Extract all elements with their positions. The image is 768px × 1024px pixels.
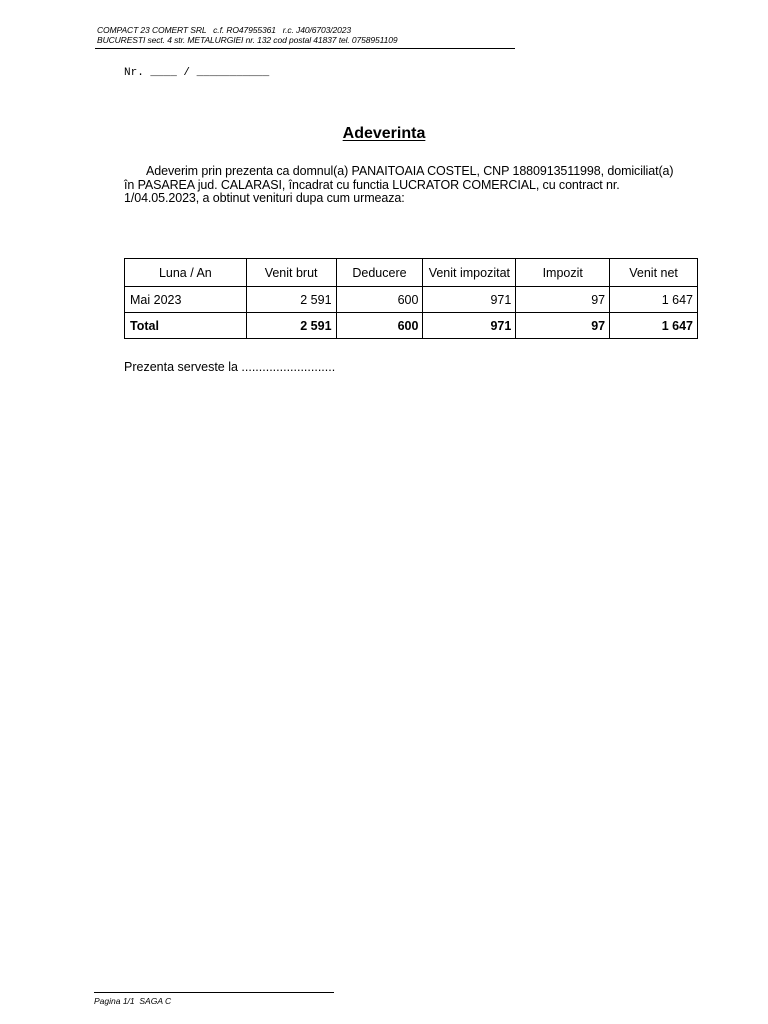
total-gross: 2 591 bbox=[246, 313, 336, 339]
income-table bbox=[124, 258, 698, 339]
header-net: Venit net bbox=[610, 259, 698, 287]
total-net: 1 647 bbox=[610, 313, 698, 339]
registration-number: Nr. ____ / ___________ bbox=[124, 67, 270, 79]
table-row bbox=[125, 287, 698, 313]
cell-deduction: 600 bbox=[336, 287, 423, 313]
header-divider bbox=[95, 48, 515, 49]
total-taxable: 971 bbox=[423, 313, 516, 339]
table-total-row bbox=[125, 313, 698, 339]
total-label: Total bbox=[125, 313, 247, 339]
certificate-body bbox=[124, 165, 684, 206]
cell-taxable: 971 bbox=[423, 287, 516, 313]
header-gross: Venit brut bbox=[246, 259, 336, 287]
page-footer: Pagina 1/1 SAGA C bbox=[94, 996, 172, 1006]
purpose-line: Prezenta serveste la ........................... bbox=[124, 360, 336, 374]
cell-month: Mai 2023 bbox=[125, 287, 247, 313]
header-deduction: Deducere bbox=[336, 259, 423, 287]
company-address-line: BUCURESTI sect. 4 str. METALURGIEI nr. 132 cod postal 41837 tel. 0758951109 bbox=[97, 35, 398, 45]
company-name-line: COMPACT 23 COMERT SRL c.f. RO47955361 r.c. J40/6703/2023 bbox=[97, 25, 351, 35]
header-month: Luna / An bbox=[125, 259, 247, 287]
header-tax: Impozit bbox=[516, 259, 610, 287]
total-deduction: 600 bbox=[336, 313, 423, 339]
cell-gross: 2 591 bbox=[246, 287, 336, 313]
footer-divider bbox=[94, 992, 334, 993]
total-tax: 97 bbox=[516, 313, 610, 339]
header-taxable: Venit impozitat bbox=[423, 259, 516, 287]
document-title: Adeverinta bbox=[342, 125, 426, 142]
certificate-paragraph: Adeverim prin prezenta ca domnul(a) PANAITOAIA COSTEL, CNP 1880913511998, domiciliat(a) în PASAREA jud. CALARASI, încadrat cu functia LUCRATOR COMERCIAL, cu contract nr. 1/04.05.2023, a obtinut venituri dupa cum urmeaza: bbox=[124, 164, 674, 205]
cell-net: 1 647 bbox=[610, 287, 698, 313]
cell-tax: 97 bbox=[516, 287, 610, 313]
table-header-row bbox=[125, 259, 698, 287]
company-header bbox=[97, 25, 398, 45]
